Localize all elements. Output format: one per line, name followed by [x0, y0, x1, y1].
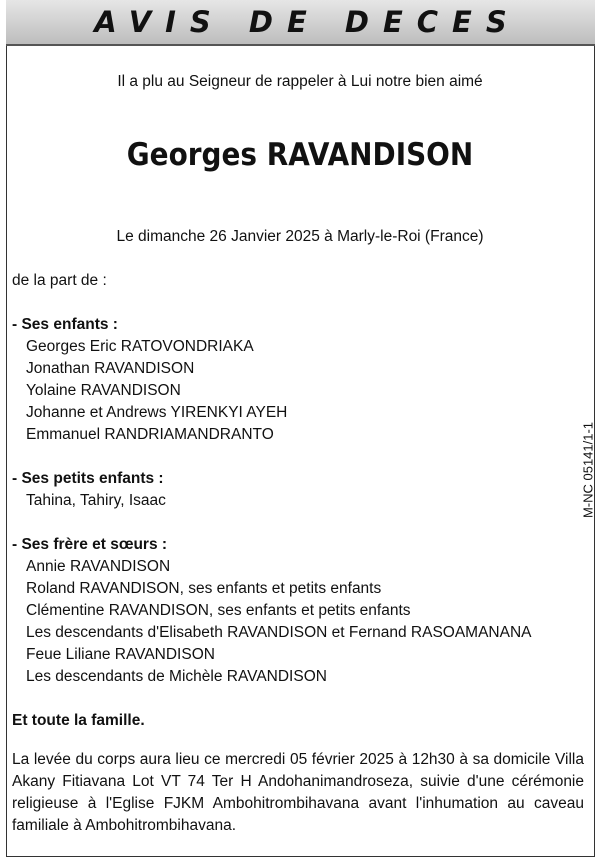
- title-banner: [6, 0, 595, 46]
- banner-title: AVIS DE DECES: [94, 5, 521, 39]
- group-heading: - Ses petits enfants :: [12, 470, 164, 487]
- family-list: [12, 270, 582, 732]
- list-item: Annie RAVANDISON: [26, 558, 171, 575]
- list-item: Yolaine RAVANDISON: [26, 382, 181, 399]
- ceremony-notice: La levée du corps aura lieu ce mercredi 05 février 2025 à 12h30 à sa domicile Villa Akany Fitiavana Lot VT 74 Ter H Andohanimandroseza, suivie d'une cérémonie religieuse à l'Eglise FJKM Ambohitrombihavana avant l'inhumation au caveau familiale à Ambohitrombihavana.: [12, 751, 584, 834]
- date-line: Le dimanche 26 Janvier 2025 à Marly-le-Roi (France): [116, 228, 484, 245]
- from-label: de la part de :: [12, 272, 107, 289]
- list-item: Feue Liliane RAVANDISON: [26, 646, 215, 663]
- list-item: Roland RAVANDISON, ses enfants et petits enfants: [26, 580, 382, 597]
- list-item: Jonathan RAVANDISON: [26, 360, 195, 377]
- group-children: [12, 314, 582, 446]
- list-item: Emmanuel RANDRIAMANDRANTO: [26, 426, 274, 443]
- list-item: Les descendants de Michèle RAVANDISON: [26, 668, 327, 685]
- list-item: Johanne et Andrews YIRENKYI AYEH: [26, 404, 288, 421]
- list-item: Georges Eric RATOVONDRIAKA: [26, 338, 254, 355]
- deceased-name: Georges RAVANDISON: [126, 137, 474, 173]
- group-heading: - Ses frère et sœurs :: [12, 536, 168, 553]
- reference-code: M-NC 05141/1-1: [580, 421, 596, 519]
- group-heading: - Ses enfants :: [12, 316, 118, 333]
- list-item: Les descendants d'Elisabeth RAVANDISON et Fernand RASOAMANANA: [26, 624, 532, 641]
- intro-text: Il a plu au Seigneur de rappeler à Lui notre bien aimé: [117, 73, 483, 90]
- group-grandchildren: [12, 468, 582, 512]
- group-siblings: [12, 534, 582, 688]
- list-item: Tahina, Tahiry, Isaac: [26, 492, 166, 509]
- closing-line: Et toute la famille.: [12, 712, 145, 729]
- list-item: Clémentine RAVANDISON, ses enfants et petits enfants: [26, 602, 411, 619]
